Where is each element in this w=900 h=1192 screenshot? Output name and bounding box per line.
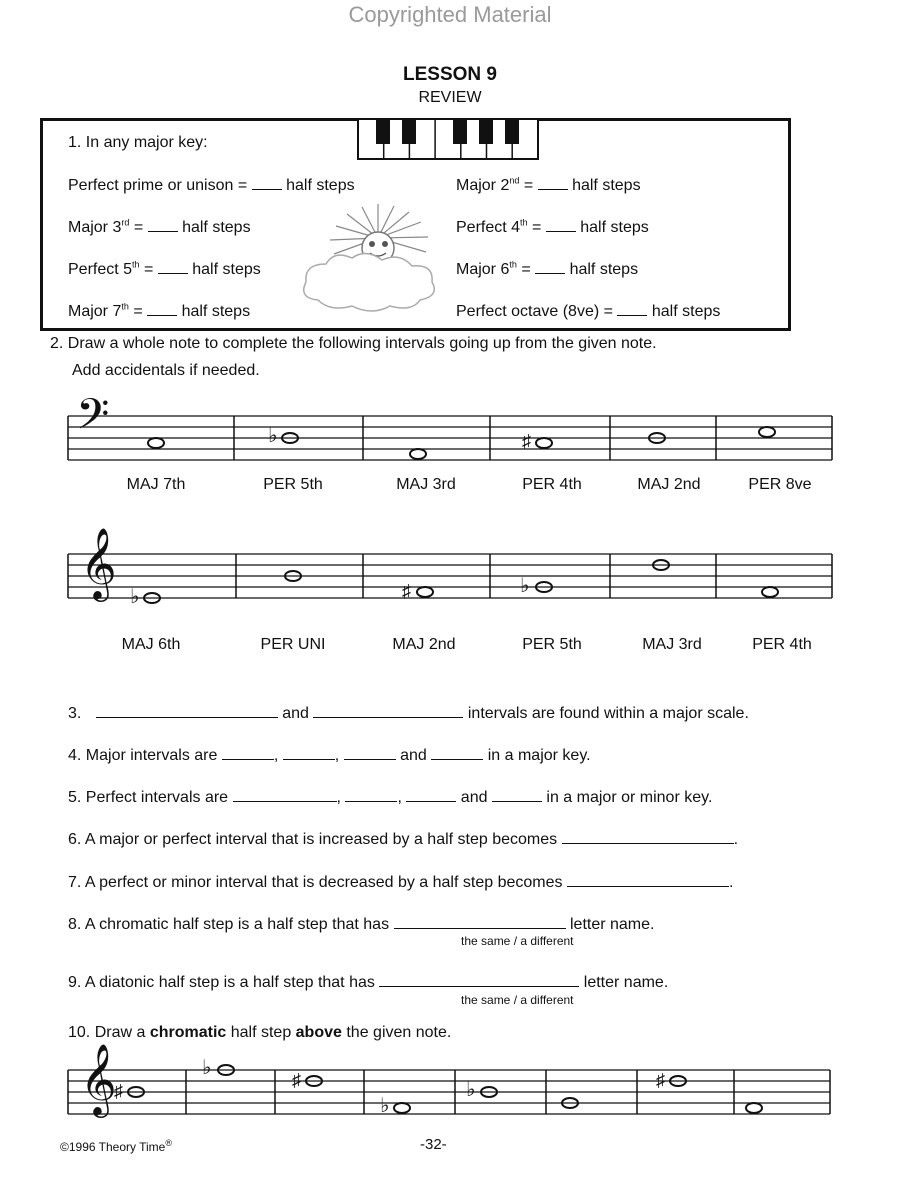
q5-tail: in a major or minor key. xyxy=(546,789,713,806)
q10-note-6 xyxy=(562,1098,578,1108)
q4-blank-2[interactable] xyxy=(283,745,335,760)
q9-blank[interactable] xyxy=(379,972,579,987)
q1-major-3rd-label: Major 3 xyxy=(68,219,122,236)
q4 xyxy=(68,745,591,765)
bass-label-6: PER 8ve xyxy=(748,476,812,493)
treble-clef-icon: 𝄞 xyxy=(80,526,117,599)
q1-major-7th-label: Major 7 xyxy=(68,303,122,320)
bass-note-2 xyxy=(282,433,298,443)
q1-major-3rd-eq: = xyxy=(129,219,144,236)
bass-label-4: PER 4th xyxy=(522,476,582,493)
treble-note-1 xyxy=(144,593,160,603)
q1-major-7th-eq: = xyxy=(128,303,143,320)
q7-end: . xyxy=(728,874,734,891)
q7-text: 7. A perfect or minor interval that is decreased by a half step becomes xyxy=(68,874,563,891)
q5-comma-1: , xyxy=(336,789,341,806)
q10-note-1 xyxy=(128,1087,144,1097)
q1-perfect-4th xyxy=(456,217,649,237)
q1-perfect-4th-blank[interactable] xyxy=(546,217,576,232)
q5-blank-3[interactable] xyxy=(406,787,456,802)
q3 xyxy=(68,703,749,723)
q1-major-2nd-blank[interactable] xyxy=(538,175,568,190)
q1-octave-label: Perfect octave (8ve) = xyxy=(456,303,613,320)
treble-label-3: MAJ 2nd xyxy=(392,636,456,653)
q7-blank[interactable] xyxy=(567,872,729,887)
q10-note-5 xyxy=(481,1087,497,1097)
treble-sharp-accidental: ♯ xyxy=(402,581,411,601)
q5-comma-2: , xyxy=(397,789,402,806)
treble-note-5 xyxy=(653,560,669,570)
q2-instruction-2: Add accidentals if needed. xyxy=(72,362,260,379)
q1-major-6th-unit: half steps xyxy=(569,261,639,278)
treble-note-6 xyxy=(762,587,778,597)
q5-blank-1[interactable] xyxy=(233,787,337,802)
q1-perfect-5th-eq: = xyxy=(139,261,154,278)
bass-flat-accidental: ♭ xyxy=(268,425,278,447)
q10-note-2 xyxy=(218,1065,234,1075)
q9-head: 9. A diatonic half step is a half step that has xyxy=(68,974,375,991)
q1-perfect-5th-label: Perfect 5 xyxy=(68,261,133,278)
q3-and: and xyxy=(282,705,309,722)
bass-sharp-accidental: ♯ xyxy=(522,431,531,451)
q4-comma-2: , xyxy=(334,747,340,764)
q5-head: 5. Perfect intervals are xyxy=(68,789,229,806)
q6-blank[interactable] xyxy=(562,829,734,844)
q5-and: and xyxy=(460,789,488,806)
q10-sharp-3: ♯ xyxy=(656,1070,665,1090)
page-number: -32- xyxy=(420,1136,447,1153)
q1-unison xyxy=(68,175,355,195)
q4-blank-3[interactable] xyxy=(344,745,396,760)
q10-sharp-2: ♯ xyxy=(292,1070,301,1090)
q3-blank-1[interactable] xyxy=(96,703,278,718)
q9 xyxy=(68,972,668,992)
q1-perfect-5th-blank[interactable] xyxy=(158,259,188,274)
bass-label-3: MAJ 3rd xyxy=(396,476,456,493)
q1-octave xyxy=(456,301,720,321)
q1-prompt: 1. In any major key: xyxy=(68,134,208,151)
q10-mid: half step xyxy=(226,1024,296,1041)
q2-instruction: 2. Draw a whole note to complete the following intervals going up from the given note. xyxy=(50,335,657,352)
q1-major-3rd-sup: rd xyxy=(121,217,130,228)
footer-registered-mark: ® xyxy=(165,1138,172,1148)
q1-major-2nd xyxy=(456,175,641,195)
bass-label-1: MAJ 7th xyxy=(126,476,186,493)
q10-number: 10. Draw a xyxy=(68,1024,150,1041)
q6-text: 6. A major or perfect interval that is increased by a half step becomes xyxy=(68,831,558,848)
q10-notes xyxy=(128,1065,762,1113)
q3-tail: intervals are found within a major scale. xyxy=(467,705,749,722)
q10-note-8 xyxy=(746,1103,762,1113)
q10-bold-chromatic: chromatic xyxy=(149,1024,227,1041)
treble-flat-accidental-1: ♭ xyxy=(130,586,140,608)
q1-perfect-4th-sup: th xyxy=(520,217,528,228)
q9-tail: letter name. xyxy=(583,974,669,991)
treble-label-6: PER 4th xyxy=(752,636,812,653)
treble-label-4: PER 5th xyxy=(522,636,582,653)
q10-treble-clef-icon: 𝄞 xyxy=(80,1042,117,1115)
q1-major-6th xyxy=(456,259,638,279)
watermark: Copyrighted Material xyxy=(348,2,552,27)
q4-blank-4[interactable] xyxy=(431,745,483,760)
q1-perfect-4th-eq: = xyxy=(527,219,542,236)
treble-label-5: MAJ 3rd xyxy=(642,636,702,653)
q4-and: and xyxy=(400,747,427,764)
q5-blank-4[interactable] xyxy=(492,787,542,802)
q10-note-7 xyxy=(670,1076,686,1086)
q10-note-4 xyxy=(394,1103,410,1113)
footer-copyright-text: ©1996 Theory Time xyxy=(60,1140,166,1154)
q4-blank-1[interactable] xyxy=(222,745,274,760)
q1-major-6th-label: Major 6 xyxy=(456,261,510,278)
bass-clef-icon: 𝄢 xyxy=(76,390,110,450)
q10-flat-2: ♭ xyxy=(380,1095,390,1117)
q10-note-3 xyxy=(306,1076,322,1086)
q8-tail: letter name. xyxy=(569,916,655,933)
q1-major-3rd xyxy=(68,217,251,237)
q1-perfect-5th-sup: th xyxy=(132,259,140,270)
q8-head: 8. A chromatic half step is a half step that has xyxy=(68,916,390,933)
treble-note-4 xyxy=(536,582,552,592)
q1-major-2nd-sup: nd xyxy=(509,175,520,186)
q1-major-6th-sup: th xyxy=(509,259,517,270)
q3-number: 3. xyxy=(68,705,82,722)
bass-notes xyxy=(148,427,775,459)
q8 xyxy=(68,914,654,934)
q1-major-2nd-unit: half steps xyxy=(572,177,641,194)
q1-major-6th-eq: = xyxy=(516,261,531,278)
bass-note-4 xyxy=(536,438,552,448)
q10-bold-above: above xyxy=(295,1024,342,1041)
treble-flat-accidental-2: ♭ xyxy=(520,575,530,597)
q1-octave-blank[interactable] xyxy=(617,301,647,316)
bass-label-2: PER 5th xyxy=(263,476,323,493)
q10-flat-3: ♭ xyxy=(466,1079,476,1101)
treble-note-3 xyxy=(417,587,433,597)
q1-major-7th-unit: half steps xyxy=(181,303,251,320)
q1-perfect-4th-label: Perfect 4 xyxy=(456,219,521,236)
q3-blank-2[interactable] xyxy=(313,703,463,718)
q5 xyxy=(68,787,712,807)
q1-perfect-4th-unit: half steps xyxy=(580,219,649,236)
q1-perfect-5th xyxy=(68,259,261,279)
q6 xyxy=(68,829,738,849)
bass-note-3 xyxy=(410,449,426,459)
q4-tail: in a major key. xyxy=(487,747,591,764)
q10-tail: the given note. xyxy=(341,1024,452,1041)
lesson-subtitle: REVIEW xyxy=(418,89,482,106)
lesson-title: LESSON 9 xyxy=(403,64,497,85)
q9-hint: the same / a different xyxy=(461,993,574,1007)
q8-blank[interactable] xyxy=(394,914,566,929)
bass-note-6 xyxy=(759,427,775,437)
q1-major-3rd-unit: half steps xyxy=(182,219,251,236)
treble-notes xyxy=(144,560,778,603)
q1-major-7th-sup: th xyxy=(121,301,129,312)
q1-unison-label: Perfect prime or unison = xyxy=(68,177,248,194)
q1-unison-blank[interactable] xyxy=(252,175,282,190)
q5-blank-2[interactable] xyxy=(345,787,397,802)
q8-hint: the same / a different xyxy=(461,934,574,948)
bass-note-5 xyxy=(649,433,665,443)
treble-label-1: MAJ 6th xyxy=(121,636,181,653)
q4-head: 4. Major intervals are xyxy=(68,747,218,764)
q4-comma-1: , xyxy=(273,747,279,764)
treble-label-2: PER UNI xyxy=(260,636,326,653)
q6-end: . xyxy=(733,831,739,848)
q1-octave-unit: half steps xyxy=(651,303,721,320)
q10-sharp-1: ♯ xyxy=(114,1081,123,1101)
q10-flat-1: ♭ xyxy=(202,1057,212,1079)
q1-major-6th-blank[interactable] xyxy=(535,259,565,274)
q1-major-7th xyxy=(68,301,250,321)
q1-major-2nd-eq: = xyxy=(519,177,534,194)
q1-unison-unit: half steps xyxy=(286,177,355,194)
bass-label-5: MAJ 2nd xyxy=(637,476,701,493)
q1-perfect-5th-unit: half steps xyxy=(192,261,261,278)
bass-note-1 xyxy=(148,438,164,448)
footer-copyright xyxy=(60,1138,172,1154)
q1-major-2nd-label: Major 2 xyxy=(456,177,510,194)
q1-major-7th-blank[interactable] xyxy=(147,301,177,316)
q1-major-3rd-blank[interactable] xyxy=(148,217,178,232)
q10 xyxy=(68,1024,451,1042)
q7 xyxy=(68,872,733,892)
treble-note-2 xyxy=(285,571,301,581)
